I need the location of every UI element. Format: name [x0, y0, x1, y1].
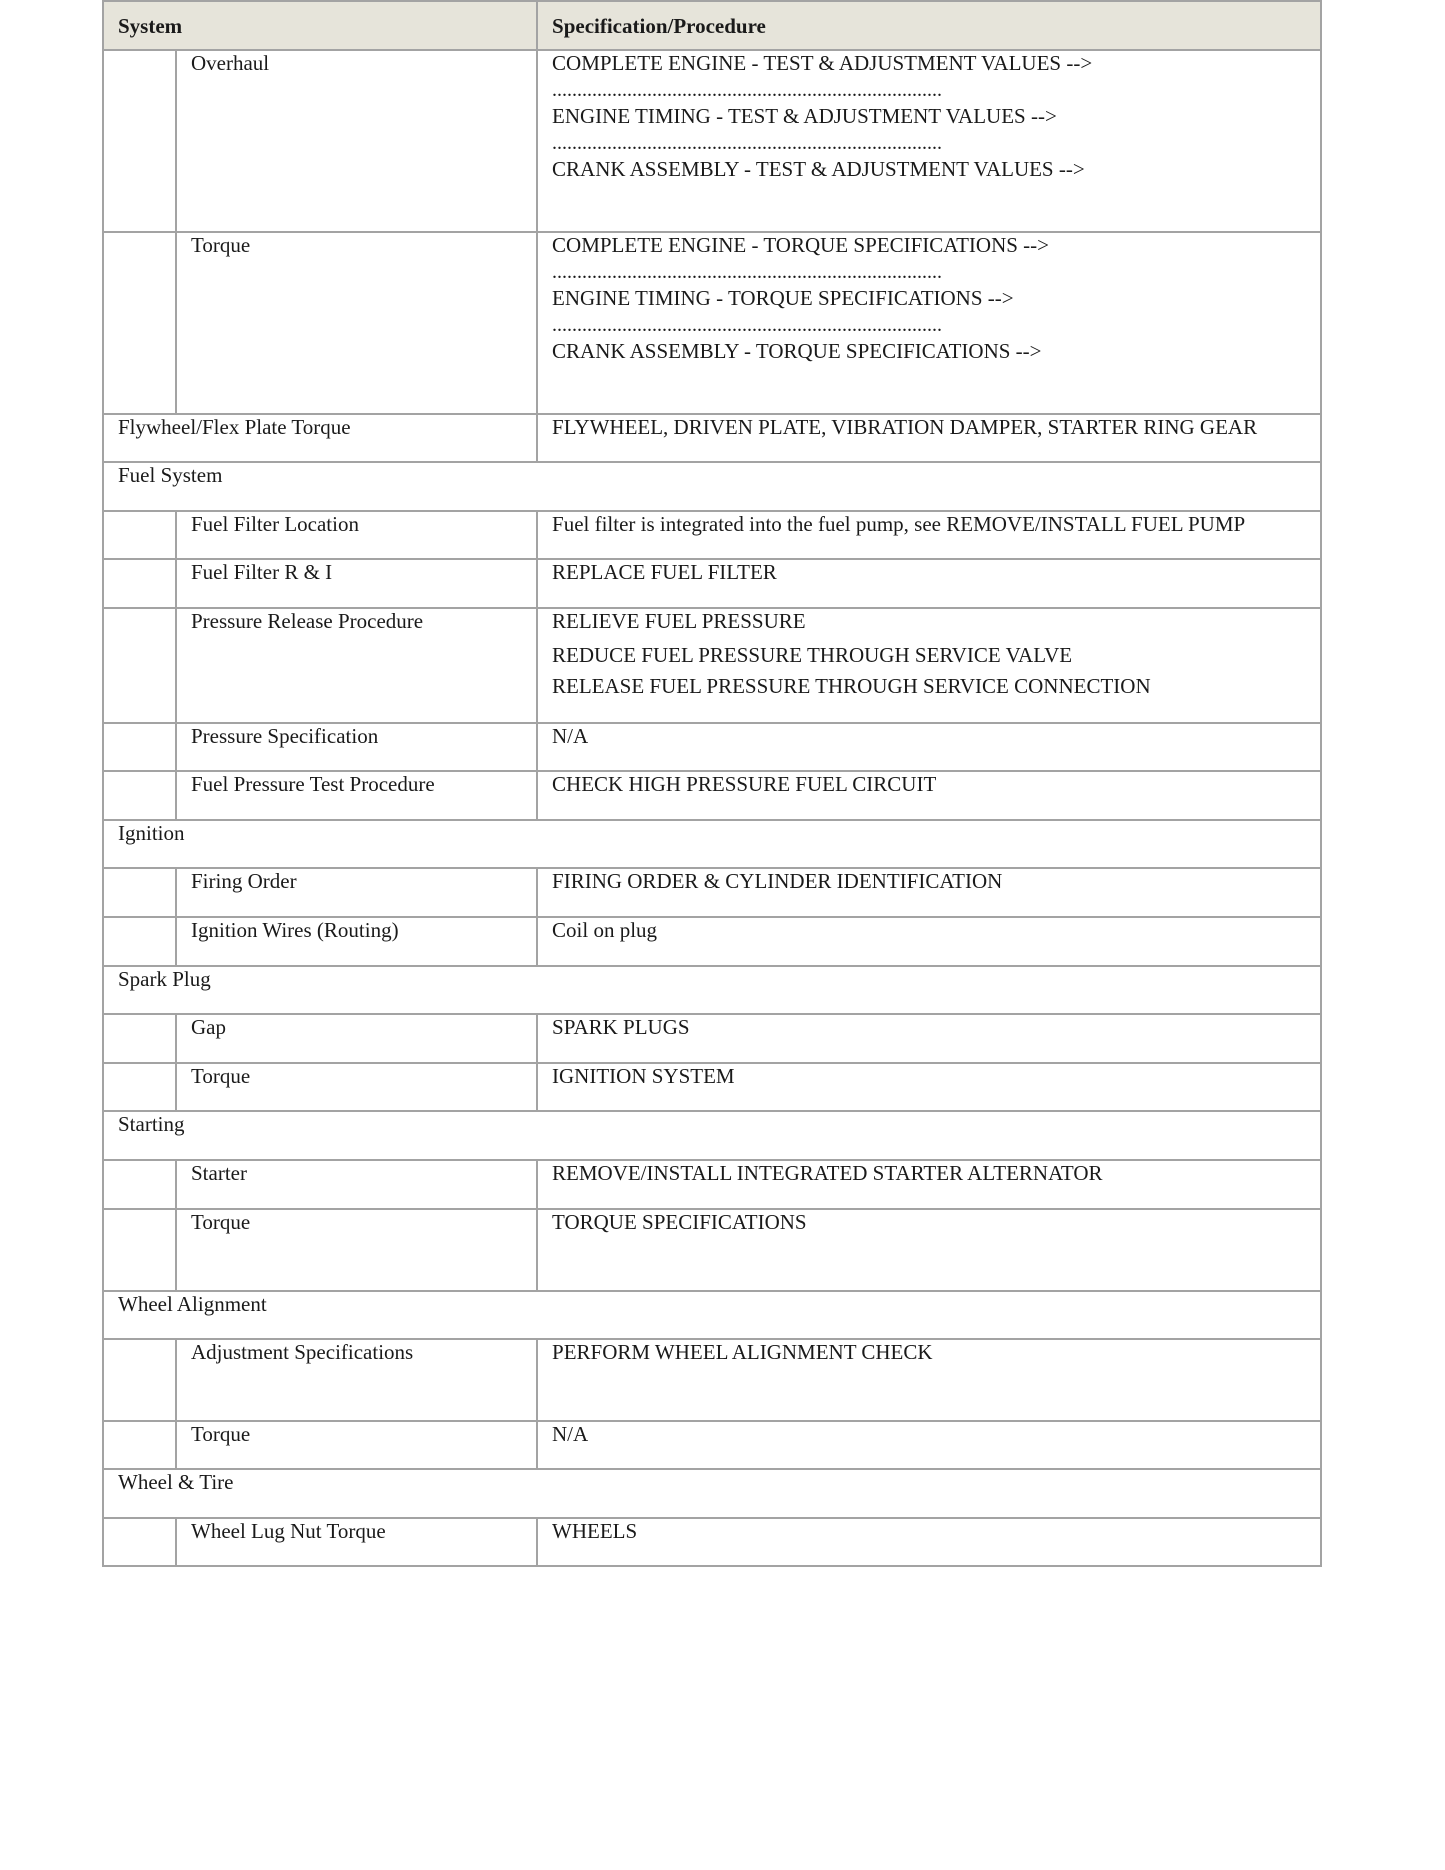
section-title: Wheel Alignment [103, 1291, 1321, 1339]
indent-cell [103, 723, 176, 771]
section-title: Ignition [103, 820, 1321, 868]
table-row [103, 50, 1321, 232]
table-row [103, 1421, 1321, 1469]
indent-cell [103, 50, 176, 232]
spec-link[interactable]: ENGINE TIMING - TORQUE SPECIFICATIONS --> [552, 286, 1014, 311]
row-spec: N/A [537, 1421, 1321, 1469]
table-row [103, 511, 1321, 559]
section-row [103, 1291, 1321, 1339]
dotted-separator: .............................................................................. [552, 82, 943, 99]
indent-cell [103, 1518, 176, 1566]
row-name: Adjustment Specifications [176, 1339, 537, 1421]
row-spec[interactable]: FLYWHEEL, DRIVEN PLATE, VIBRATION DAMPER, STARTER RING GEAR [537, 414, 1321, 462]
row-spec [537, 50, 1321, 232]
indent-cell [103, 1160, 176, 1209]
row-name: Flywheel/Flex Plate Torque [103, 414, 537, 462]
section-title: Starting [103, 1111, 1321, 1160]
indent-cell [103, 511, 176, 559]
row-spec[interactable]: REPLACE FUEL FILTER [537, 559, 1321, 608]
row-name: Pressure Release Procedure [176, 608, 537, 723]
table-row [103, 414, 1321, 462]
header-specification: Specification/Procedure [537, 1, 1321, 50]
table-row [103, 1014, 1321, 1063]
section-row [103, 1469, 1321, 1518]
spec-link[interactable]: COMPLETE ENGINE - TORQUE SPECIFICATIONS --> [552, 233, 1050, 257]
spec-link[interactable]: CRANK ASSEMBLY - TEST & ADJUSTMENT VALUES --> [552, 157, 1085, 182]
indent-cell [103, 917, 176, 966]
spec-link[interactable]: RELIEVE FUEL PRESSURE [552, 609, 806, 633]
indent-cell [103, 1014, 176, 1063]
spec-link[interactable]: REDUCE FUEL PRESSURE THROUGH SERVICE VALVE [552, 643, 1073, 668]
row-name: Pressure Specification [176, 723, 537, 771]
table-row [103, 1339, 1321, 1421]
indent-cell [103, 771, 176, 820]
section-row [103, 820, 1321, 868]
dotted-separator: .............................................................................. [552, 135, 943, 152]
row-spec[interactable]: REMOVE/INSTALL INTEGRATED STARTER ALTERNATOR [537, 1160, 1321, 1209]
row-name: Fuel Pressure Test Procedure [176, 771, 537, 820]
row-name: Overhaul [176, 50, 537, 232]
row-spec[interactable]: IGNITION SYSTEM [537, 1063, 1321, 1111]
dotted-separator: .............................................................................. [552, 317, 943, 334]
indent-cell [103, 868, 176, 917]
table-row [103, 608, 1321, 723]
table-row [103, 868, 1321, 917]
row-spec[interactable]: TORQUE SPECIFICATIONS [537, 1209, 1321, 1291]
table-row [103, 1518, 1321, 1566]
row-name: Fuel Filter Location [176, 511, 537, 559]
indent-cell [103, 1063, 176, 1111]
row-name: Torque [176, 1063, 537, 1111]
indent-cell [103, 232, 176, 414]
table-row [103, 1209, 1321, 1291]
indent-cell [103, 1209, 176, 1291]
spec-link[interactable]: COMPLETE ENGINE - TEST & ADJUSTMENT VALUES --> [552, 51, 1093, 75]
row-name: Torque [176, 1421, 537, 1469]
row-spec[interactable]: SPARK PLUGS [537, 1014, 1321, 1063]
table-row [103, 1160, 1321, 1209]
row-spec [537, 608, 1321, 723]
row-name: Torque [176, 232, 537, 414]
spec-link[interactable]: ENGINE TIMING - TEST & ADJUSTMENT VALUES --> [552, 104, 1057, 129]
table-row [103, 917, 1321, 966]
row-name: Ignition Wires (Routing) [176, 917, 537, 966]
specification-table [102, 0, 1322, 1567]
section-title: Wheel & Tire [103, 1469, 1321, 1518]
indent-cell [103, 1339, 176, 1421]
row-name: Torque [176, 1209, 537, 1291]
row-name: Wheel Lug Nut Torque [176, 1518, 537, 1566]
indent-cell [103, 1421, 176, 1469]
row-spec: N/A [537, 723, 1321, 771]
section-row [103, 1111, 1321, 1160]
table-header-row [103, 1, 1321, 50]
indent-cell [103, 608, 176, 723]
row-name: Starter [176, 1160, 537, 1209]
table-row [103, 232, 1321, 414]
row-spec[interactable]: Fuel filter is integrated into the fuel pump, see REMOVE/INSTALL FUEL PUMP [537, 511, 1321, 559]
spec-link[interactable]: CRANK ASSEMBLY - TORQUE SPECIFICATIONS --> [552, 339, 1042, 364]
row-spec[interactable]: CHECK HIGH PRESSURE FUEL CIRCUIT [537, 771, 1321, 820]
table-row [103, 559, 1321, 608]
table-row [103, 771, 1321, 820]
row-name: Gap [176, 1014, 537, 1063]
row-spec[interactable]: FIRING ORDER & CYLINDER IDENTIFICATION [537, 868, 1321, 917]
section-title: Fuel System [103, 462, 1321, 511]
row-spec[interactable]: WHEELS [537, 1518, 1321, 1566]
row-spec[interactable]: PERFORM WHEEL ALIGNMENT CHECK [537, 1339, 1321, 1421]
dotted-separator: .............................................................................. [552, 264, 943, 281]
section-title: Spark Plug [103, 966, 1321, 1014]
table-row [103, 1063, 1321, 1111]
row-name: Fuel Filter R & I [176, 559, 537, 608]
row-name: Firing Order [176, 868, 537, 917]
row-spec [537, 232, 1321, 414]
table-row [103, 723, 1321, 771]
row-spec: Coil on plug [537, 917, 1321, 966]
section-row [103, 462, 1321, 511]
spec-link[interactable]: RELEASE FUEL PRESSURE THROUGH SERVICE CONNECTION [552, 674, 1151, 699]
section-row [103, 966, 1321, 1014]
header-system: System [103, 1, 537, 50]
indent-cell [103, 559, 176, 608]
